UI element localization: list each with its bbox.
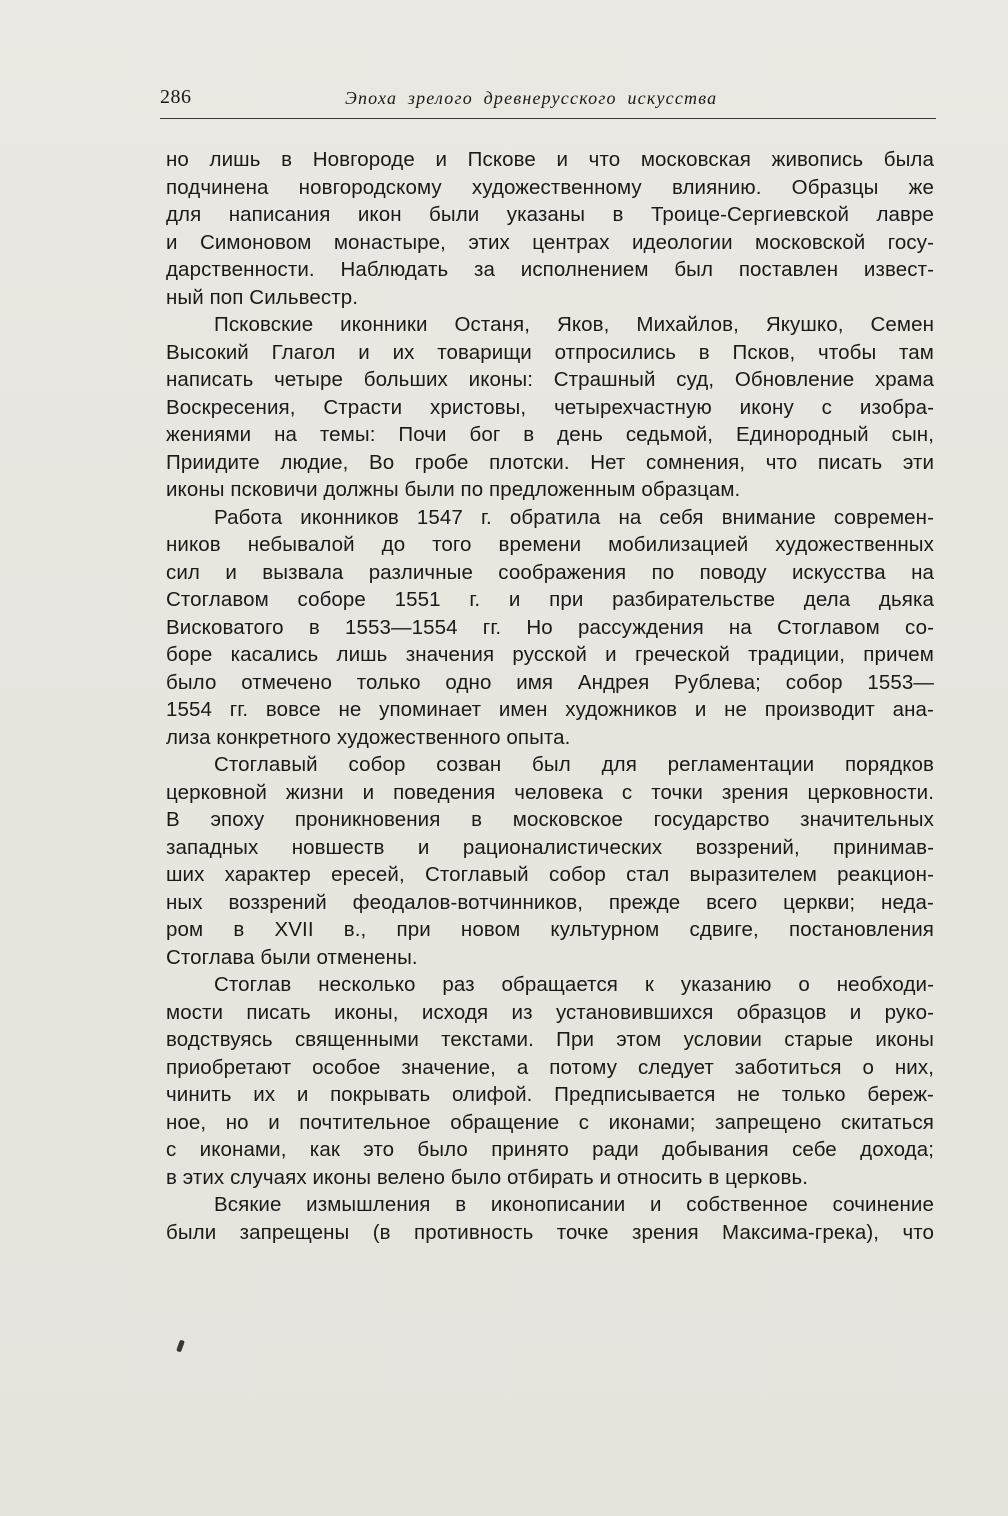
paragraph — [166, 146, 934, 311]
text-line: для написания икон были указаны в Троице-Сергиевской лавре — [166, 203, 934, 226]
text-line: Стоглав несколько раз обращается к указанию о необходи- — [214, 973, 934, 996]
body-text — [166, 146, 934, 1246]
text-line: Стоглавый собор созван был для регламентации порядков — [214, 753, 934, 776]
text-line: было отмечено только одно имя Андрея Рублева; собор 1553— — [166, 670, 934, 694]
text-line: ников небывалой до того времени мобилизацией художественных — [166, 533, 934, 556]
text-line: Приидите людие, Во гробе плотски. Нет сомнения, что писать эти — [166, 450, 934, 474]
text-line: ный поп Сильвестр. — [166, 285, 358, 309]
text-line: ных воззрений феодалов-вотчинников, прежде всего церкви; неда- — [166, 890, 934, 914]
text-line: дарственности. Наблюдать за исполнением был поставлен извест- — [166, 258, 934, 281]
text-line: церковной жизни и поведения человека с точки зрения церковности. — [166, 780, 934, 804]
text-line: с иконами, как это было принято ради добывания себе дохода; — [166, 1138, 934, 1161]
paragraph — [166, 751, 934, 971]
text-line: боре касались лишь значения русской и греческой традиции, причем — [166, 643, 934, 666]
text-line: лиза конкретного художественного опыта. — [166, 725, 571, 749]
text-line: приобретают особое значение, а потому следует заботиться о них, — [166, 1055, 934, 1079]
ink-mark — [176, 1340, 185, 1353]
page-number: 286 — [160, 86, 192, 108]
text-line: Висковатого в 1553—1554 гг. Но рассуждения на Стоглавом со- — [166, 615, 934, 639]
paragraph — [166, 504, 934, 752]
text-line: и Симоновом монастыре, этих центрах идеологии московской госу- — [166, 230, 934, 254]
text-line: но лишь в Новгороде и Пскове и что московская живопись была — [166, 148, 934, 171]
text-line: Стоглава были отменены. — [166, 945, 418, 969]
text-line: чинить их и покрывать олифой. Предписывается не только береж- — [166, 1083, 934, 1106]
running-title: Эпоха зрелого древнерусского искусства — [345, 88, 718, 108]
text-line: 1554 гг. вовсе не упоминает имен художников и не производит ана- — [166, 698, 934, 721]
text-line: ших характер ересей, Стоглавый собор стал выразителем реакцион- — [166, 863, 934, 886]
text-line: жениями на темы: Почи бог в день седьмой, Единородный сын, — [166, 423, 934, 446]
text-line: В эпоху проникновения в московское государство значительных — [166, 808, 934, 831]
text-line: западных новшеств и рационалистических воззрений, принимав- — [166, 835, 934, 859]
paragraph — [166, 1191, 934, 1246]
text-line: ром в XVII в., при новом культурном сдвиге, постановления — [166, 918, 934, 941]
text-line: иконы псковичи должны были по предложенным образцам. — [166, 478, 741, 501]
paragraph — [166, 971, 934, 1191]
text-line: ное, но и почтительное обращение с иконами; запрещено скитаться — [166, 1110, 934, 1134]
text-line: Всякие измышления в иконописании и собственное сочинение — [214, 1193, 934, 1216]
text-line: водствуясь священными текстами. При этом условии старые иконы — [166, 1028, 934, 1051]
paragraph — [166, 311, 934, 504]
text-line: подчинена новгородскому художественному влиянию. Образцы же — [166, 175, 934, 199]
text-line: Воскресения, Страсти христовы, четырехчастную икону с изобра- — [166, 395, 934, 419]
text-line: Работа иконников 1547 г. обратила на себя внимание современ- — [214, 505, 934, 529]
text-line: Высокий Глагол и их товарищи отпросились в Псков, чтобы там — [166, 340, 934, 364]
running-header — [160, 84, 936, 119]
text-line: Стоглавом соборе 1551 г. и при разбирательстве дела дьяка — [166, 588, 934, 611]
text-line: были запрещены (в противность точке зрения Максима-грека), что — [166, 1220, 934, 1244]
text-line: сил и вызвала различные соображения по поводу искусства на — [166, 560, 934, 584]
text-line: в этих случаях иконы велено было отбирать и относить в церковь. — [166, 1165, 809, 1189]
text-line: Псковские иконники Останя, Яков, Михайлов, Якушко, Семен — [214, 313, 934, 336]
text-line: написать четыре больших иконы: Страшный суд, Обновление храма — [166, 368, 934, 391]
text-line: мости писать иконы, исходя из установившихся образцов и руко- — [166, 1000, 934, 1024]
